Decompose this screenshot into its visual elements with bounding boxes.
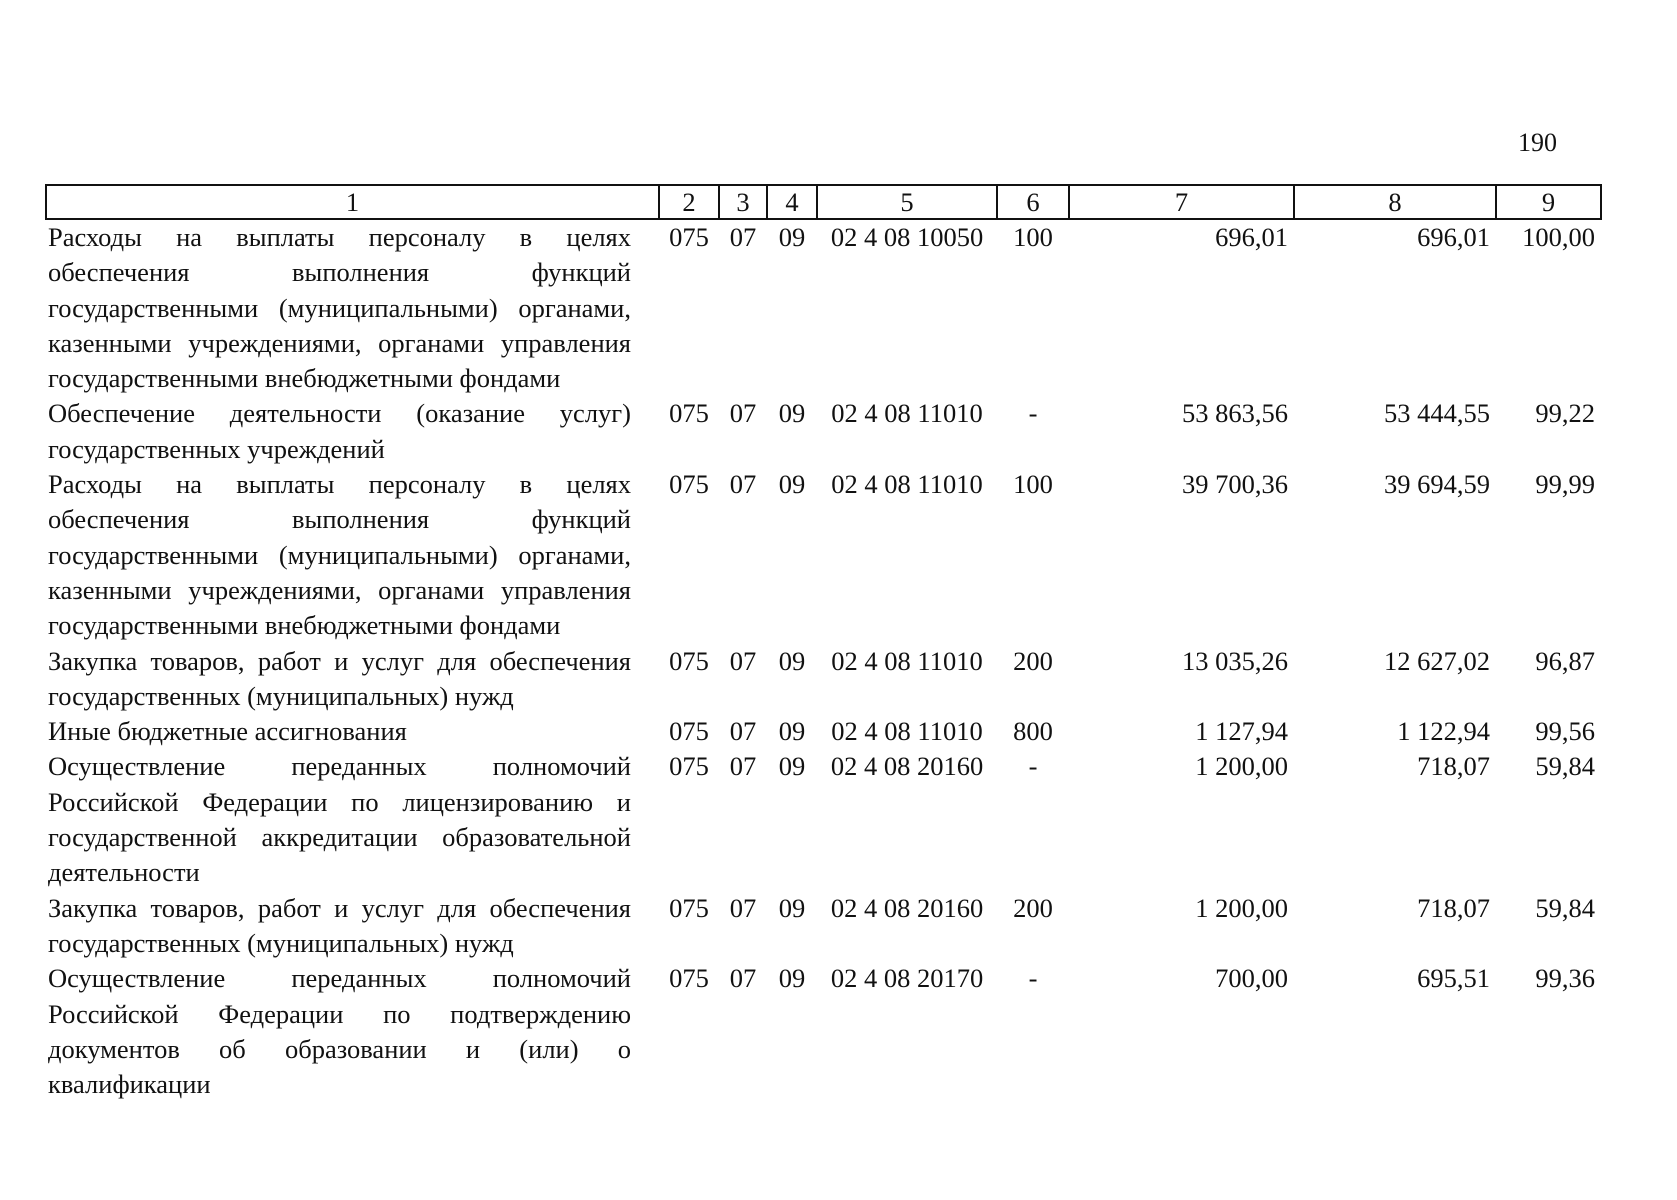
cell-pr: 09 bbox=[778, 751, 806, 782]
cell-fact: 39 694,59 bbox=[1384, 469, 1490, 500]
column-header: 9 bbox=[1496, 185, 1601, 219]
cell-plan: 39 700,36 bbox=[1182, 469, 1288, 500]
cell-gr: 075 bbox=[669, 398, 709, 429]
cell-pr: 09 bbox=[778, 398, 806, 429]
expense-name: Иные бюджетные ассигнования bbox=[48, 716, 407, 747]
table-row bbox=[46, 396, 1601, 467]
cell-plan: 1 200,00 bbox=[1195, 892, 1288, 923]
cell-csr: 02 4 08 11010 bbox=[831, 469, 983, 500]
cell-fact: 695,51 bbox=[1417, 963, 1490, 994]
cell-percent: 99,36 bbox=[1535, 963, 1595, 994]
cell-csr: 02 4 08 20160 bbox=[830, 751, 984, 782]
column-header: 1 bbox=[46, 185, 659, 219]
column-header: 2 bbox=[659, 185, 719, 219]
cell-csr: 02 4 08 20160 bbox=[830, 892, 984, 923]
cell-percent: 99,56 bbox=[1535, 716, 1595, 747]
cell-percent: 59,84 bbox=[1535, 751, 1595, 782]
cell-gr: 075 bbox=[669, 963, 709, 994]
cell-rz: 07 bbox=[729, 892, 757, 923]
cell-gr: 075 bbox=[669, 892, 709, 923]
column-header: 4 bbox=[767, 185, 817, 219]
page-number: 190 bbox=[1518, 128, 1557, 157]
table-row bbox=[46, 961, 1601, 1102]
cell-rz: 07 bbox=[729, 469, 757, 500]
table-row bbox=[46, 644, 1601, 715]
expense-name: Закупка товаров, работ и услуг для обеспечения государственных (муниципальных) нужд bbox=[48, 892, 631, 958]
cell-vr: - bbox=[1028, 963, 1038, 994]
cell-csr: 02 4 08 11010 bbox=[831, 645, 983, 676]
cell-vr: 200 bbox=[1013, 645, 1053, 676]
expense-name: Расходы на выплаты персоналу в целях обеспечения выполнения функций государственными (муниципальными) органами, казенными учреждениями, органами управления государственными внебюджетными фондами bbox=[48, 469, 631, 641]
cell-percent: 99,22 bbox=[1535, 398, 1595, 429]
table-row bbox=[46, 891, 1601, 962]
cell-plan: 1 127,94 bbox=[1195, 716, 1288, 747]
cell-plan: 700,00 bbox=[1215, 963, 1288, 994]
cell-rz: 07 bbox=[729, 222, 757, 252]
cell-gr: 075 bbox=[669, 645, 709, 676]
cell-pr: 09 bbox=[778, 469, 806, 500]
cell-csr: 02 4 08 11010 bbox=[831, 398, 983, 429]
cell-percent: 100,00 bbox=[1522, 222, 1595, 252]
cell-pr: 09 bbox=[778, 963, 806, 994]
cell-fact: 1 122,94 bbox=[1397, 716, 1490, 747]
table-row bbox=[46, 467, 1601, 643]
cell-vr: 200 bbox=[1013, 892, 1053, 923]
expense-name: Осуществление переданных полномочий Российской Федерации по подтверждению документов об образовании и (или) о квалификации bbox=[48, 963, 631, 1100]
cell-rz: 07 bbox=[729, 716, 757, 747]
cell-csr: 02 4 08 20170 bbox=[830, 963, 984, 994]
cell-percent: 59,84 bbox=[1535, 892, 1595, 923]
cell-gr: 075 bbox=[669, 222, 709, 252]
cell-fact: 53 444,55 bbox=[1384, 398, 1490, 429]
cell-percent: 99,99 bbox=[1535, 469, 1595, 500]
cell-plan: 696,01 bbox=[1215, 222, 1288, 252]
cell-rz: 07 bbox=[729, 645, 757, 676]
cell-rz: 07 bbox=[729, 751, 757, 782]
cell-gr: 075 bbox=[669, 716, 709, 747]
cell-pr: 09 bbox=[778, 716, 806, 747]
cell-pr: 09 bbox=[778, 222, 806, 252]
cell-vr: - bbox=[1028, 398, 1038, 429]
cell-vr: - bbox=[1028, 751, 1038, 782]
table-row bbox=[46, 749, 1601, 890]
column-header: 8 bbox=[1294, 185, 1496, 219]
table-row bbox=[46, 714, 1601, 749]
table-body bbox=[46, 219, 1601, 1102]
expense-name: Осуществление переданных полномочий Российской Федерации по лицензированию и государственной аккредитации образовательной деятельности bbox=[48, 751, 631, 888]
column-header: 7 bbox=[1069, 185, 1294, 219]
table-header bbox=[46, 185, 1601, 219]
budget-table bbox=[45, 184, 1602, 1102]
cell-percent: 96,87 bbox=[1535, 645, 1595, 676]
column-header: 6 bbox=[997, 185, 1069, 219]
expense-name: Закупка товаров, работ и услуг для обеспечения государственных (муниципальных) нужд bbox=[48, 645, 631, 711]
expense-name: Обеспечение деятельности (оказание услуг) государственных учреждений bbox=[48, 398, 631, 464]
cell-plan: 1 200,00 bbox=[1195, 751, 1288, 782]
cell-gr: 075 bbox=[669, 751, 709, 782]
cell-vr: 800 bbox=[1013, 716, 1053, 747]
header-row bbox=[46, 185, 1601, 219]
cell-fact: 718,07 bbox=[1417, 751, 1490, 782]
cell-vr: 100 bbox=[1013, 222, 1053, 252]
cell-fact: 12 627,02 bbox=[1384, 645, 1490, 676]
cell-fact: 718,07 bbox=[1417, 892, 1490, 923]
cell-vr: 100 bbox=[1013, 469, 1053, 500]
column-header: 3 bbox=[719, 185, 767, 219]
cell-pr: 09 bbox=[778, 892, 806, 923]
cell-plan: 53 863,56 bbox=[1182, 398, 1288, 429]
cell-rz: 07 bbox=[729, 398, 757, 429]
cell-pr: 09 bbox=[778, 645, 806, 676]
cell-csr: 02 4 08 11010 bbox=[831, 716, 983, 747]
cell-plan: 13 035,26 bbox=[1182, 645, 1288, 676]
column-header: 5 bbox=[817, 185, 997, 219]
cell-fact: 696,01 bbox=[1417, 222, 1490, 252]
cell-gr: 075 bbox=[669, 469, 709, 500]
table-row bbox=[46, 219, 1601, 396]
expense-name: Расходы на выплаты персоналу в целях обеспечения выполнения функций государственными (муниципальными) органами, казенными учреждениями, органами управления государственными внебюджетными фондами bbox=[48, 222, 631, 394]
cell-csr: 02 4 08 10050 bbox=[830, 222, 984, 252]
cell-rz: 07 bbox=[729, 963, 757, 994]
